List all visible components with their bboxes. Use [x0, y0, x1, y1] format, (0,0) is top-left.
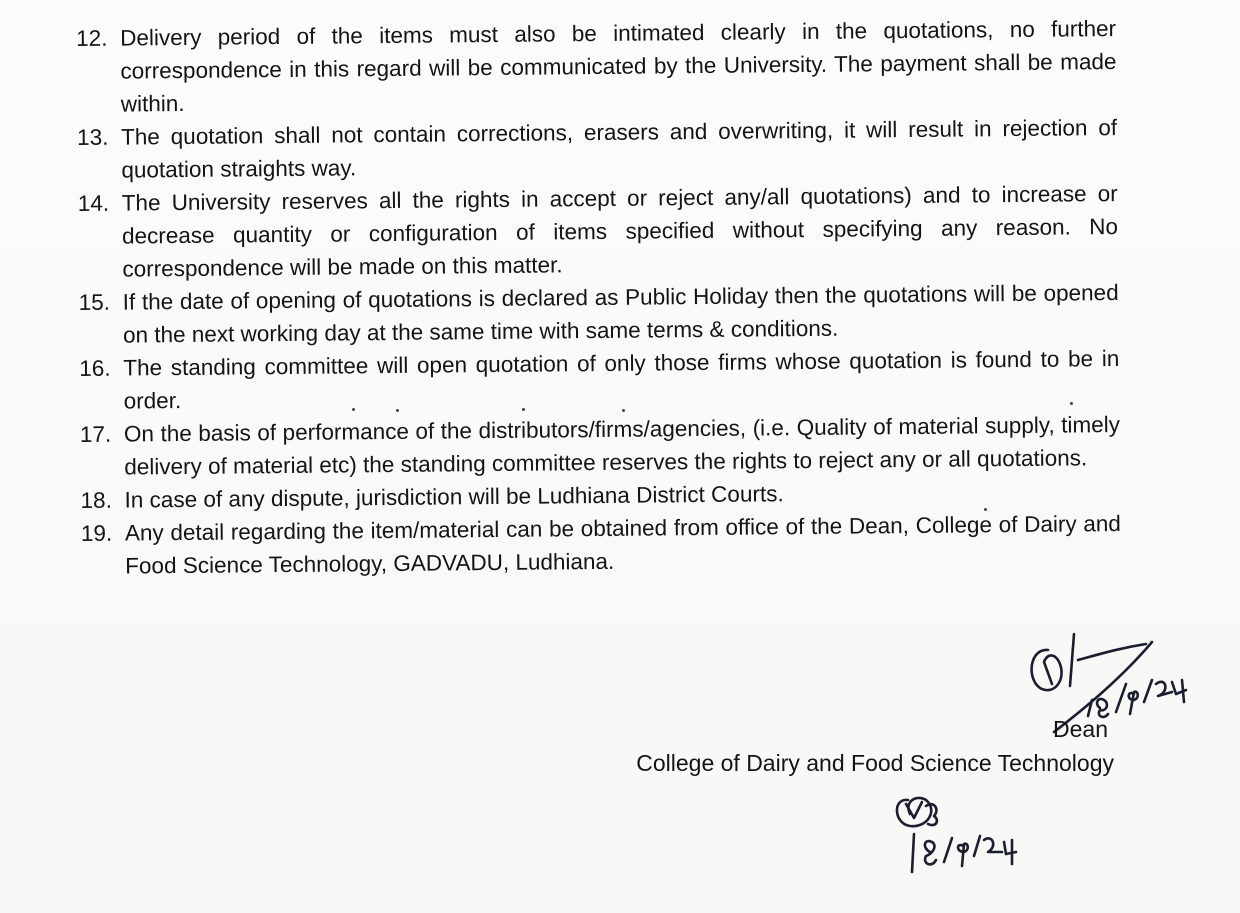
scan-speck — [984, 508, 987, 511]
clause-text: The quotation shall not contain corrections, erasers and overwriting, it will result in rejection of quotation straights way. — [120, 115, 1118, 183]
clause-number: 14. — [77, 190, 110, 216]
clause-number: 17. — [79, 421, 112, 447]
scan-speck — [352, 408, 355, 411]
signatory-office: College of Dairy and Food Science Technology — [636, 750, 1114, 776]
clause-14 — [78, 177, 1119, 286]
clause-text: The standing committee will open quotation of only those firms whose quotation is found to be in order. — [123, 346, 1120, 414]
clause-number: 13. — [76, 124, 109, 150]
clause-12 — [76, 12, 1117, 121]
clause-text: Delivery period of the items must also be intimated clearly in the quotations, no further correspondence in this regard will be communicated by the University. The payment shall be made within. — [120, 16, 1117, 117]
scan-speck — [622, 409, 625, 412]
clause-17 — [80, 408, 1121, 484]
clause-text: In case of any dispute, jurisdiction will be Ludhiana District Courts. — [124, 481, 784, 513]
scan-speck — [1070, 402, 1073, 405]
terms-list — [76, 12, 1121, 583]
signature-block — [560, 620, 1160, 910]
clause-text: On the basis of performance of the distributors/firms/agencies, (i.e. Quality of material supply, timely delivery of material etc) the standing committee reserves the rights to reject any or all quotations. — [123, 411, 1121, 480]
clause-15 — [79, 276, 1120, 352]
scan-speck — [396, 409, 399, 412]
clause-number: 18. — [80, 487, 112, 513]
clause-16 — [79, 342, 1120, 418]
clause-number: 15. — [78, 289, 111, 315]
signatory-title: Dean — [1053, 716, 1108, 742]
clause-number: 16. — [79, 355, 111, 381]
clause-text: The University reserves all the rights in accept or reject any/all quotations) and to increase or decrease quantity or configuration of items specified without specifying any reason. No correspondence will be made on this matter. — [121, 181, 1119, 282]
clause-number: 12. — [76, 25, 108, 51]
clause-13 — [77, 111, 1118, 187]
clause-19 — [81, 507, 1122, 583]
clause-text: If the date of opening of quotations is declared as Public Holiday then the quotations will be opened on the next working day at the same time with same terms & conditions. — [122, 280, 1119, 348]
clause-text: Any detail regarding the item/material can be obtained from office of the Dean, College of Dairy and Food Science Technology, GADVADU, Ludhiana. — [124, 510, 1121, 579]
scan-speck — [522, 408, 525, 411]
clause-number: 19. — [80, 520, 113, 546]
